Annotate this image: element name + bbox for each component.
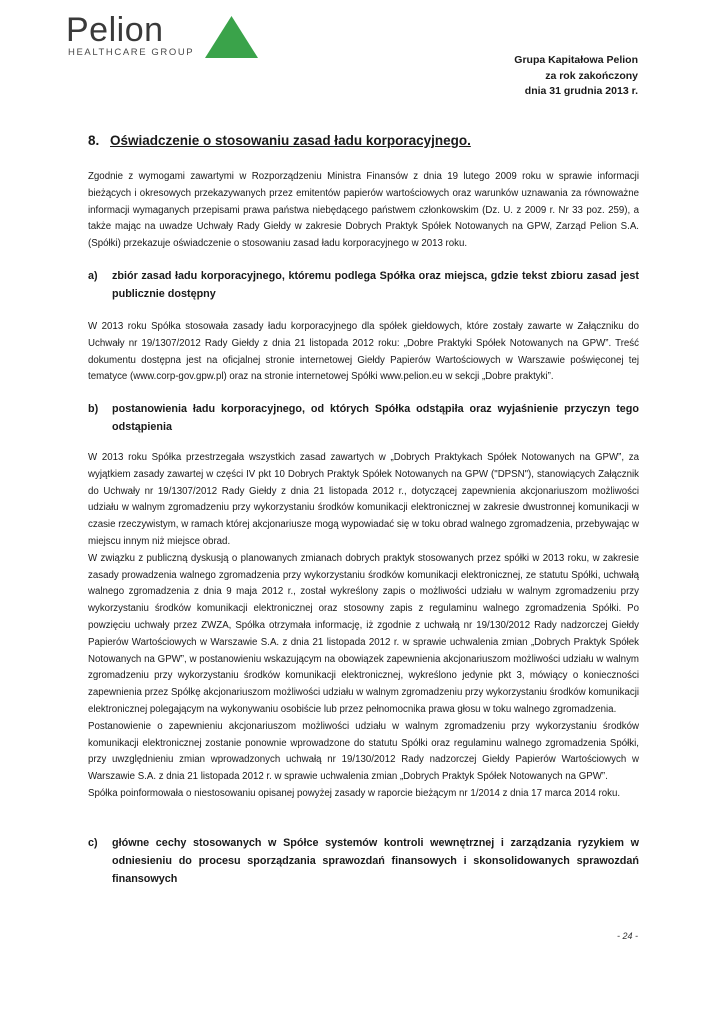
report-header xyxy=(514,53,638,100)
subsection-a-body xyxy=(88,319,639,386)
subsection-heading-text: główne cechy stosowanych w Spółce systemów kontroli wewnętrznej i zarządzania ryzykiem w odniesieniu do procesu sporządzania sprawozdań finansowych i skonsolidowanych sprawozdań finansowych xyxy=(112,837,639,885)
header-line-2: za rok zakończony xyxy=(545,69,638,82)
company-logo xyxy=(66,11,258,60)
section-title xyxy=(88,133,471,148)
subsection-label: b) xyxy=(88,403,99,415)
subsection-b-body xyxy=(88,450,639,803)
paragraph: W związku z publiczną dyskusją o planowanych zmianach dobrych praktyk stosowanych przez spółki w 2013 roku, w zakresie zasady prowadzenia walnego zgromadzenia przy wykorzystaniu środków komunikacji elektronicznej, ze statutu Spółki, uchwałą walnego zgromadzenia z dnia 9 maja 2012 r., został wykreślony zapis o możliwości udziału w walnym zgromadzeniu przy wykorzystaniu środków komunikacji elektronicznej oraz stosowny zapis z regulaminu walnego zgromadzenia Spółki. Po powzięciu uchwały przez ZWZA, Spółka otrzymała informację, iż zgodnie z uchwałą nr 19/130/2012 Rady nadzorczej Giełdy Papierów Wartościowych w Warszawie S.A. z dnia 21 listopada 2012 r. w sprawie uchwalenia zmian „Dobrych Praktyk Spółek Notowanych na GPW”, w postanowieniu wskazującym na obowiązek zapewnienia akcjonariuszom możliwości udziału w walnym zgromadzeniu przy wykorzystaniu środków komunikacji elektronicznej, wykreślono jedynie pkt 3, mówiący o konieczności zapewnienia przez Spółkę akcjonariuszom możliwości udziału w walnym zgromadzeniu przy wykorzystaniu środków komunikacji elektronicznej polegającym na wykonywaniu osobiście lub przez pełnomocnika prawa głosu w toku walnego zgromadzenia. xyxy=(88,552,639,715)
intro-paragraph: Zgodnie z wymogami zawartymi w Rozporządzeniu Ministra Finansów z dnia 19 lutego 2009 roku w sprawie informacji bieżących i okresowych przekazywanych przez emitentów papierów wartościowych oraz warunków uznawania za równoważne informacji wymaganych przepisami prawa państwa niebędącego państwem członkowskim (Dz. U. z 2009 r. Nr 33 poz. 259), a także mając na uwadze Uchwały Rady Giełdy w zakresie Dobrych Praktyk Spółek Notowanych na GPW, Zarząd Pelion S.A. (Spółki) przekazuje oświadczenie o stosowaniu zasad ładu korporacyjnego w 2013 roku. xyxy=(88,171,639,250)
subsection-b-heading xyxy=(88,400,639,436)
subsection-heading-text: zbiór zasad ładu korporacyjnego, któremu podlega Spółka oraz miejsca, gdzie tekst zbioru zasad jest publicznie dostępny xyxy=(112,270,639,300)
logo-tagline: HEALTHCARE GROUP xyxy=(68,47,195,58)
paragraph: Spółka poinformowała o niestosowaniu opisanej powyżej zasady w raporcie bieżącym nr 1/2014 z dnia 17 marca 2014 roku. xyxy=(88,787,621,799)
subsection-label: a) xyxy=(88,270,98,282)
triangle-logo-icon xyxy=(205,16,258,58)
header-line-1: Grupa Kapitałowa Pelion xyxy=(514,54,638,66)
subsection-a-heading xyxy=(88,267,639,303)
paragraph: W 2013 roku Spółka przestrzegała wszystkich zasad zawartych w „Dobrych Praktykach Spółek Notowanych na GPW”, za wyjątkiem zasady zawartej w części IV pkt 10 Dobrych Praktyk Spółek Notowanych na GPW ("DPSN"), stanowiących Załącznik do Uchwały nr 19/1307/2012 Rady Giełdy z dnia 21 listopada 2012 r., dotyczącej zapewnienia akcjonariuszom możliwości udziału w walnym zgromadzeniu przy wykorzystaniu środków komunikacji elektronicznej w zakresie dwustronnej komunikacji w czasie rzeczywistym, w ramach której akcjonariusze mogą wypowiadać się w toku obrad walnego zgromadzenia, przebywając w miejscu innym niż miejsce obrad. xyxy=(88,452,639,547)
page-number: - 24 - xyxy=(616,931,638,941)
section-number: 8. xyxy=(88,133,100,148)
header-line-3: dnia 31 grudnia 2013 r. xyxy=(524,85,638,97)
subsection-c-heading xyxy=(88,834,639,888)
subsection-heading-text: postanowienia ładu korporacyjnego, od których Spółka odstąpiła oraz wyjaśnienie przyczyn tego odstąpienia xyxy=(112,403,639,433)
section-title-text: Oświadczenie o stosowaniu zasad ładu korporacyjnego. xyxy=(110,133,471,148)
logo-wordmark: Pelion xyxy=(66,11,164,49)
paragraph: W 2013 roku Spółka stosowała zasady ładu korporacyjnego dla spółek giełdowych, które zostały zawarte w Załączniku do Uchwały nr 19/1307/2012 Rady Giełdy z dnia 21 listopada 2012 roku: „Dobre Praktyki Spółek Notowanych na GPW”. Treść dokumentu dostępna jest na oficjalnej stronie internetowej Giełdy Papierów Wartościowych w Warszawie poświęconej tej tematyce (www.corp-gov.gpw.pl) oraz na stronie internetowej Spółki www.pelion.eu w sekcji „Dobre praktyki”. xyxy=(88,321,639,383)
subsection-label: c) xyxy=(88,837,98,849)
paragraph: Postanowienie o zapewnieniu akcjonariuszom możliwości udziału w walnym zgromadzeniu przy wykorzystaniu środków komunikacji elektronicznej zostanie ponownie wprowadzone do statutu Spółki oraz regulaminu walnego zgromadzenia Spółki, przy uwzględnieniu zmian wprowadzonych uchwałą nr 19/130/2012 Rady nadzorczej Giełdy Papierów Wartościowych w Warszawie S.A. z dnia 21 listopada 2012 r. w sprawie uchwalenia zmian „Dobrych Praktyk Spółek Notowanych na GPW”. xyxy=(88,720,639,783)
